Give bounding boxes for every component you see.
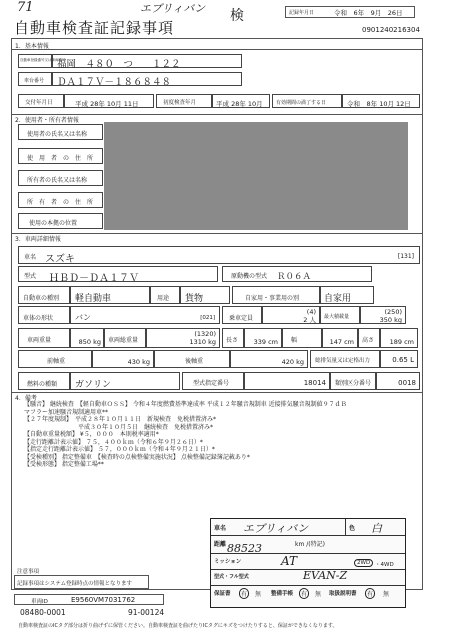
issue-date-value: 平成 28年 10月 11日 [75,100,139,108]
height-value: 189 cm [389,338,414,346]
category-value-cell [376,372,420,390]
type-approval-label-cell: 型式指定番号 [182,372,244,390]
body-value: バン [75,313,91,322]
maker-code: [131] [397,253,414,260]
section3-heading: 3．車両詳細情報 [15,236,61,243]
fuel-value: ガソリン [75,380,112,390]
use-label-cell: 用途 [150,286,180,304]
notes-text: 記録事項はシステム登録時点の情報となります [17,581,132,587]
maxload-label-cell: 最大積載量 [320,306,360,324]
remarks-line: 【受検形態】 指定整備工場** [24,461,104,468]
memo-manual-no: 無 [383,591,390,598]
page-title: 自動車検査証記録事項 [14,19,175,37]
record-date-label: 記録年月日 [289,10,315,16]
memo-record-yes: 有 [299,588,309,599]
memo-color-label: 色 [349,525,356,532]
kind-value: 軽自動車 [75,294,112,304]
memo-warranty-no: 無 [255,591,262,598]
rear-axle-value-cell [230,350,308,368]
handwritten-ken: 検 [230,8,244,24]
fuel-value-cell [70,372,180,390]
footer-code-left: 08480-0001 [20,608,66,617]
user-address-label: 使 用 者 の 住 所 [18,148,103,164]
registration-value: 福岡 ４８０ つ １２２ [57,59,181,70]
memo-drive-4wd: ・4WD [375,562,394,568]
kind-label-cell: 自動車の種別 [18,286,70,304]
notes-box [14,569,149,589]
vehicle-id-label: 車両ID [31,599,48,605]
width-value-cell [322,328,358,348]
height-label-cell: 高さ [358,328,380,348]
issue-date-label-cell: 交付年月日 [18,94,64,108]
issue-date-value-cell [64,94,154,108]
memo-warranty-label: 保証書 [214,591,231,597]
rear-axle-value: 420 kg [281,358,304,366]
weight-value: 850 kg [78,338,101,346]
owner-address-label: 所 有 者 の 住 所 [18,192,103,208]
maker-row: 車名 スズキ [131] [18,246,420,264]
record-date-box [285,6,415,18]
category-label-cell: 類別区分番号 [330,372,376,390]
model-row: 型式 ＨＢＤ－ＤＡ１７Ｖ [18,266,218,282]
memo-warranty-yes: 有 [239,588,249,599]
registration-label-cell: 自動車登録番号又は車両番号 [18,54,52,68]
weight-label-cell: 車両重量 [18,328,70,348]
private-value: 自家用 [324,294,352,304]
kind-value-cell [70,286,150,304]
use-value-cell [180,286,230,304]
height-value-cell [380,328,418,348]
expiry-value: 令和 8年 10月 12日 [347,100,411,108]
section1-heading: 1．基本情報 [15,43,49,50]
memo-manual-yes: 有 [365,588,375,599]
remarks-line: 【２７年度規制】 平成２８年１０月１１日 新規検査 免税措置済み* [24,416,217,423]
remarks-text [24,401,347,469]
memo-distance-unit: km /(特記) [295,541,325,548]
vehicle-id-box [14,594,164,605]
remarks-line: マフラー加速騒音規制適用車** [24,408,109,416]
registration-value-cell [52,54,242,68]
memo-record-label: 整備手帳 [271,591,294,597]
gross-value: (1320) 1310 kg [189,330,216,346]
vehicle-id-value: E9560VM7031762 [71,596,136,604]
remarks-line: 【騒音】 継続検査 【軽自動車ＯＳＳ】 令和４年度燃費基準達成率 平成１２年騒音規制車 近接排気騒音規制値９７ｄＢ [24,401,347,408]
first-reg-value: 平成 28年 10月 [216,100,263,108]
displacement-label-cell: 総排気量又は定格出力 [310,350,380,368]
memo-mission-label: ミッション [214,559,242,565]
redacted-owner-info [104,122,408,230]
base-location-label: 使用の本拠の位置 [18,213,103,229]
fuel-label-cell: 燃料の種類 [18,372,70,390]
front-axle-value: 430 kg [127,358,150,366]
notes-label: 注意事項 [17,569,40,575]
category-value: 0018 [398,379,416,387]
length-label-cell: 長さ [222,328,244,348]
model-value: ＨＢＤ－ＤＡ１７Ｖ [49,273,139,284]
first-reg-value-cell [212,94,270,108]
first-reg-label-cell: 初度検査年月 [156,94,212,108]
capacity-value-cell [262,306,320,324]
remarks-line: 【指定走行距離計表示値】 ５７，０００ｋｍ（令和４年９月２１日）* [24,446,215,453]
body-code: [021] [200,315,215,321]
width-value: 147 cm [329,338,354,346]
expiry-value-cell [342,94,420,108]
displacement-value-cell [380,350,418,368]
maxload-value: (250) 350 kg [379,308,402,324]
front-axle-value-cell [92,350,154,368]
rear-axle-label-cell: 後軸重 [154,350,230,368]
user-name-label: 使用者の氏名又は名称 [18,124,103,140]
remarks-line: 【自動車重量税額】 ¥５，０００ 本則税率適用* [24,431,159,438]
length-value: 339 cm [253,338,278,346]
handwritten-vehicle-name: エブリィバン [140,2,206,15]
document-number: 0901240216304 [362,26,420,34]
owner-name-label: 所有者の氏名又は名称 [18,170,103,186]
handwritten-number: 71 [17,0,34,15]
private-label-cell: 自家用・事業用の別 [232,286,320,304]
width-label-cell: 幅 [282,328,322,348]
displacement-value: 0.65 L [392,356,414,364]
memo-name-value: エブリィバン [243,522,309,535]
memo-drive-2wd: 2WD [354,559,373,567]
memo-color-value: 白 [371,522,382,535]
length-value-cell [244,328,282,348]
engine-row: 原動機の型式 Ｒ０６Ａ [222,266,372,282]
weight-value-cell [70,328,104,348]
memo-sticker [210,518,406,608]
memo-model-value: EVAN-Z [303,569,348,582]
gross-label-cell: 車両総重量 [104,328,146,348]
remarks-line: 平成３０年１０月５日 継続検査 免税措置済み* [24,423,214,431]
maker-value: スズキ [45,254,75,265]
maxload-value-cell [360,306,406,324]
remarks-line: 【走行距離計表示値】 ７５，４００ｋｍ（令和６年９月２６日）* [24,438,203,446]
use-value: 貨物 [185,294,204,304]
engine-value: Ｒ０６Ａ [277,272,312,282]
memo-distance-label: 距離 [214,541,227,548]
type-approval-value: 18014 [303,379,326,387]
expiry-label-cell: 有効期間の満了する日 [272,94,342,108]
type-approval-value-cell [244,372,330,390]
footer-code-right: 91-00124 [128,608,165,617]
remarks-line: 【受検種別】 指定整備車 【検査時の点検整備実施状況】 点検整備記録簿記載あり* [24,453,250,461]
capacity-value: (4) 2 人 [303,308,316,324]
footer-ic-notice: 自動車検査証のICタグ部分は折り曲げずに保管ください。自動車検査証を曲げたりICタグにキズをつけたりすると、保証ができなくなります。 [18,623,338,629]
front-axle-label-cell: 前軸重 [18,350,92,368]
memo-distance-value: 88523 [227,542,262,555]
memo-mission-value: AT [281,554,298,568]
capacity-label-cell: 乗車定員 [222,306,262,324]
body-label-cell: 車体の形状 [18,306,70,324]
chassis-label-cell: 車台番号 [18,72,52,86]
chassis-value-cell [52,72,242,86]
memo-record-no: 無 [315,591,322,598]
memo-name-label: 車名 [214,525,227,532]
chassis-value: ＤＡ１７Ｖ－１８６８４８ [57,77,172,88]
private-value-cell [320,286,374,304]
memo-model-label: 型式・フル型式 [214,574,249,580]
section4-heading: 4．備考 [15,395,37,402]
gross-value-cell [146,328,220,348]
memo-manual-label: 取扱説明書 [329,591,357,597]
section2-heading: 2．使用者・所有者情報 [15,117,79,124]
body-value-cell [70,306,220,324]
record-date-value: 令和 6年 9月 26日 [334,9,403,17]
